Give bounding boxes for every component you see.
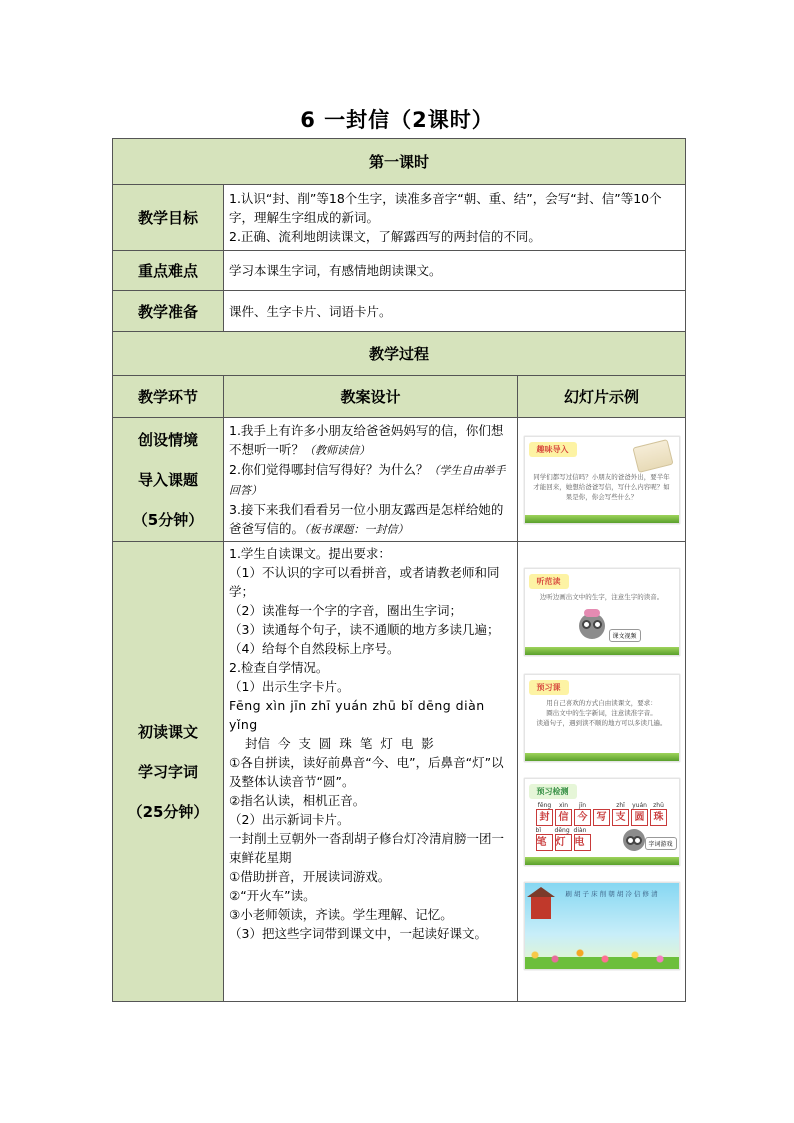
design-item: （4）给每个自然段标上序号。 xyxy=(229,641,400,656)
slide-tag: 字词游戏 xyxy=(645,837,677,850)
character-card-row: 笔 灯 电 xyxy=(525,834,679,851)
design-item: 2.你们觉得哪封信写得好？为什么？（学生自由举手回答） xyxy=(229,461,506,497)
design-item: （3）把这些字词带到课文中，一起读好课文。 xyxy=(229,926,487,941)
house-icon xyxy=(531,897,551,919)
stage-line: （5分钟） xyxy=(132,510,204,529)
goal-line: 2.正确、流利地朗读课文，了解露西写的两封信的不同。 xyxy=(229,229,541,244)
slide-body: 同学们都写过信吗？小朋友的爸爸外出，要半年才能回来，她想给爸爸写信，写什么内容呢？如果是你，你会写些什么？ xyxy=(533,472,670,501)
slide-listen-reading xyxy=(524,568,680,656)
character-card-row: 封 信 今 写 支 圆 珠 xyxy=(525,809,679,826)
column-header-design: 教案设计 xyxy=(224,376,518,418)
process-header: 教学过程 xyxy=(113,332,686,376)
slide-tag: 课文视频 xyxy=(609,629,641,642)
stage-line: 初读课文 xyxy=(137,722,198,741)
scroll-quill-icon xyxy=(632,439,673,473)
design-item: 2.检查自学情况。 xyxy=(229,660,329,675)
design-item: （1）出示生字卡片。 xyxy=(229,679,350,694)
pinyin-row: fēng xìn jīn zhī yuán zhū xyxy=(537,802,664,809)
slide-body: 边听边画出文中的生字，注意生字的读音。 xyxy=(539,593,664,601)
pinyin-row: bǐ dēng diàn xyxy=(535,827,587,834)
grass-decoration xyxy=(525,515,679,523)
stage-line: 创设情境 xyxy=(137,430,198,449)
design-item: ②“开火车”读。 xyxy=(229,888,316,903)
key-points-label: 重点难点 xyxy=(113,251,224,291)
slide-preview xyxy=(524,674,680,762)
stage-line: 学习字词 xyxy=(137,762,198,781)
stage1-slides xyxy=(518,418,686,542)
pinyin-line: Fēng xìn jīn zhī yuán zhū bǐ dēng diàn yǐng xyxy=(229,698,485,732)
slide-fun-intro xyxy=(524,436,680,524)
lesson-plan-table xyxy=(112,138,686,1002)
column-header-slides: 幻灯片示例 xyxy=(518,376,686,418)
slide-title: 趣味导入 xyxy=(529,442,577,457)
design-item: （1）不认识的字可以看拼音，或者请教老师和同学； xyxy=(229,565,500,599)
key-points-text: 学习本课生字词，有感情地朗读课文。 xyxy=(224,251,686,291)
owl-icon xyxy=(623,829,645,851)
preparation-label: 教学准备 xyxy=(113,291,224,332)
slide-title: 听范读 xyxy=(529,574,569,589)
slide-title: 预习检测 xyxy=(529,784,577,799)
stage1-design xyxy=(224,418,518,542)
goals-text xyxy=(224,185,686,251)
character-line: 封信 今 支 圆 珠 笔 灯 电 影 xyxy=(245,736,434,751)
stage2-slides xyxy=(518,542,686,1002)
grass-decoration xyxy=(525,647,679,655)
stage2-design xyxy=(224,542,518,1002)
stage-line: （25分钟） xyxy=(127,802,209,821)
slide-body: 用自己喜欢的方式自由读课文，要求： 圈出文中的生字新词，注意读准字音。 读通句子，遇到读不顺的地方可以多读几遍。 xyxy=(536,699,667,727)
goal-line: 1.认识“封、削”等18个生字，读准多音字“朝、重、结”，会写“封、信”等10个字，理解生字组成的新词。 xyxy=(229,191,662,225)
slide-title: 预习课 xyxy=(529,680,569,695)
design-item: 一封削土豆朝外一沓刮胡子修台灯冷清肩膀一团一束鲜花星期 xyxy=(229,831,505,865)
design-item: 1.我手上有许多小朋友给爸爸妈妈写的信，你们想不想听一听？（教师读信） xyxy=(229,422,504,457)
preparation-text: 课件、生字卡片、词语卡片。 xyxy=(224,291,686,332)
design-item: （2）出示新词卡片。 xyxy=(229,812,350,827)
slide-word-list: 刷 胡 子 床 削 朝 胡 冷 信 修 清 xyxy=(565,890,658,898)
design-item: ①借助拼音，开展读词游戏。 xyxy=(229,869,391,884)
first-lesson-header: 第一课时 xyxy=(113,139,686,185)
design-item: （2）读准每一个字的字音，圈出生字词； xyxy=(229,603,462,618)
stage1-label xyxy=(113,418,224,542)
design-item: （3）读通每个句子，读不通顺的地方多读几遍； xyxy=(229,622,500,637)
stage-line: 导入课题 xyxy=(137,470,198,489)
goals-label: 教学目标 xyxy=(113,185,224,251)
slide-preview-check xyxy=(524,778,680,866)
design-item: ①各自拼读，读好前鼻音“今、电”，后鼻音“灯”以及整体认读音节“圆”。 xyxy=(229,755,504,789)
column-header-stage: 教学环节 xyxy=(113,376,224,418)
design-item: 3.接下来我们看看另一位小朋友露西是怎样给她的爸爸写信的。（板书课题：一封信） xyxy=(229,501,504,536)
design-item: ③小老师领读，齐读。学生理解、记忆。 xyxy=(229,907,453,922)
bow-icon xyxy=(584,609,600,617)
stage2-label xyxy=(113,542,224,1002)
document-title: 6 一封信（2课时） xyxy=(300,108,494,132)
design-item: ②指名认读，相机正音。 xyxy=(229,793,366,808)
slide-word-game xyxy=(524,882,680,970)
grass-decoration xyxy=(525,857,679,865)
grass-decoration xyxy=(525,753,679,761)
design-item: 1.学生自读课文。提出要求： xyxy=(229,546,391,561)
flower-decoration xyxy=(525,947,679,969)
